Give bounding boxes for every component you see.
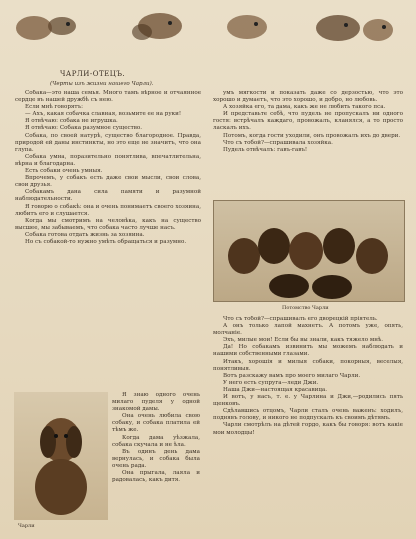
paragraph: И вотъ, у насъ, т. е. у Чарлина и Джи,—родились пять щенковъ. (213, 394, 403, 408)
paragraph: Потомъ, когда гости уходили, онъ провожалъ ихъ до двери. (223, 132, 401, 139)
paragraph: Когда мы смотримъ на человѣка, какъ на существо высшее, мы забываемъ, что собака часто лучше насъ. (15, 217, 201, 231)
caption-offspring: Потомство Чарли (282, 305, 329, 311)
paragraph: Впрочемъ, у собакъ есть даже свои мысли, свои слова, свои друзья. (15, 175, 201, 189)
paragraph: Собака—это наша семья. Много тамъ вѣрное и отчаянное сердце въ нашей дружбѣ съ нею. (15, 90, 201, 104)
paragraph: А хозяйка его, та дама, какъ же не любить такого пса. (223, 104, 386, 111)
paragraph: Есть собаки очень умныя. (25, 168, 103, 175)
paragraph: Она прыгала, лаяла и радовалась, какъ дитя. (112, 470, 200, 484)
paragraph: Въ одинъ день дама вернулась, и собака была очень рада. (112, 448, 200, 469)
paragraph: Когда дама уѣзжала, собака скучала и не ѣла. (112, 434, 200, 448)
dog-head-sketch-center-left (120, 8, 200, 44)
paragraph: Вотъ разскажу вамъ про моего милаго Чарли. (223, 372, 361, 379)
left-lower-text (112, 392, 200, 532)
paragraph: Итакъ, хорошія и милыя собаки, покорныя, веселыя, понятливыя. (213, 358, 403, 372)
photo-charlie (14, 392, 108, 520)
puppies-illustration (214, 201, 404, 301)
paragraph: Собакамъ дана сила памяти и разумной наблюдательности. (15, 189, 201, 203)
right-column-bottom-text (213, 316, 403, 532)
paragraph: умъ мягкости и показать даже со дерзостью, что это хорошо и думаетъ, что это хорошо, и добро, но любовь. (213, 90, 403, 104)
paragraph: Собака умна, поразительно понятлива, впечатлительна, вѣрна и благодарна. (15, 153, 201, 167)
paragraph: — Ахъ, какая собачка славная, возьмите ее на руки! (25, 111, 182, 118)
paragraph: Да! Но собакамъ извинить мы можемъ наблюдать и нашими собственными глазами. (213, 344, 403, 358)
dog-photo-illustration (14, 392, 108, 520)
paragraph: Она очень любила свою собаку, и собака платила ей тѣмъ же. (112, 413, 200, 434)
paragraph: Эхъ, милые мои! Если бы вы знали, какъ тяжело мнѣ. (223, 337, 384, 344)
article-subtitle: (Черты изъ жизни нашего Чарли). (50, 81, 154, 87)
paragraph: Что съ тобой?—спрашивала хозяйка. (223, 139, 333, 146)
right-column-top-text (213, 90, 403, 198)
paragraph: Что съ тобой?—спрашивалъ его дворецкій пріятель. (223, 316, 378, 322)
paragraph: Собака, по своей натурѣ, существо благородное. Правда, природой ей даны инстинкты, но это еще не значитъ, что она глупа. (15, 132, 201, 153)
paragraph: Я говорю о собакѣ: она и очень понимаетъ своего хозяина, любитъ его и слушается. (15, 203, 201, 217)
dog-head-sketch-left (12, 8, 82, 44)
paragraph: Я знаю одного очень милаго пуделя у одной знакомой дамы. (112, 392, 200, 413)
caption-charlie: Чарли (18, 523, 35, 529)
paragraph: Я отвѣчаю: собака не игрушка. (25, 118, 118, 125)
paragraph: Если мнѣ говорятъ: (25, 104, 83, 111)
article-title: ЧАРЛИ-ОТЕЦЪ. (60, 70, 126, 78)
paragraph: Пудель отвѣчалъ: гавъ-гавъ! (223, 146, 308, 153)
paragraph: Чарли смотрѣлъ на дѣтей гордо, какъ бы говоря: вотъ какіе мои молодцы! (213, 422, 403, 436)
paragraph: Я отвѣчаю: Собака разумное существо. (25, 125, 143, 132)
paragraph: Наша Джи—настоящая красавица. (223, 386, 328, 393)
paragraph: Сдѣлавшись отцомъ, Чарли сталъ очень важенъ: ходилъ, поднявъ голову, и никого не подпускалъ къ своимъ дѣтямъ. (213, 408, 403, 422)
paragraph: Собака готова отдать жизнь за хозяина. (25, 231, 145, 238)
photo-charlie-offspring (213, 200, 405, 302)
paragraph: У него есть супруга—леди Джи. (223, 379, 319, 386)
left-column-text (15, 90, 201, 390)
paragraph: Но съ собакой-то нужно умѣть обращаться и разумно. (25, 238, 187, 245)
paragraph: А онъ только лапой махнетъ. А потомъ уже, опять, молчаніе. (213, 323, 403, 337)
paragraph: И представьте себѣ, что пудель не пропускалъ ни одного гостя: встрѣчалъ каждаго, провожалъ, кланялся, а то просто ласкалъ ихъ. (213, 111, 403, 132)
dog-head-sketch-right (300, 8, 400, 48)
dog-head-sketch-center-right (212, 10, 282, 44)
